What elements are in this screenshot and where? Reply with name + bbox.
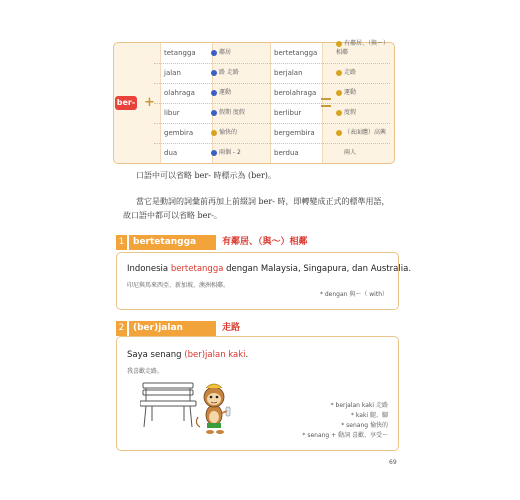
verb-icon bbox=[336, 90, 342, 96]
noun-icon bbox=[211, 50, 217, 56]
explanation-paragraph: 當它是動詞的詞彙前再加上前綴詞 ber- 時，即轉變成正式的標準用語， bbox=[136, 197, 390, 206]
adjective-icon bbox=[211, 130, 217, 136]
intro-paragraph: 口語中可以省略 ber- 時標示為 (ber)。 bbox=[136, 171, 276, 180]
vocab-list bbox=[302, 401, 388, 441]
section-number: 1 bbox=[116, 235, 129, 250]
plus-icon: + bbox=[144, 95, 155, 110]
example-sentence: Indonesia bertetangga dengan Malaysia, Singapura, dan Australia. bbox=[127, 264, 412, 274]
bench-icon bbox=[140, 383, 196, 427]
prefix-badge: ber- bbox=[115, 96, 137, 110]
verb-icon bbox=[336, 110, 342, 116]
vocab-item: * berjalan kaki 走路 bbox=[330, 402, 388, 409]
example-box-1 bbox=[116, 252, 412, 310]
explanation-paragraph-cont: 故口語中都可以省略 ber-。 bbox=[123, 211, 222, 220]
vocab-item: * senang + 動詞 喜歡、享受～ bbox=[302, 432, 388, 439]
table-row: libur 假期 度假 berlibur 度假 bbox=[164, 109, 357, 117]
section-meaning: 有鄰居、（與～）相鄰 bbox=[222, 237, 308, 247]
verb-icon bbox=[336, 130, 342, 136]
section-meaning: 走路 bbox=[222, 323, 241, 333]
noun-icon bbox=[211, 70, 217, 76]
table-row: olahraga 運動 berolahraga 運動 bbox=[164, 89, 357, 97]
table-row: tetangga 鄰居 bertetangga 有鄰居、（與～）相鄰 bbox=[164, 40, 390, 57]
example-sentence: Saya senang (ber)jalan kaki. bbox=[127, 350, 249, 360]
table-row: dua 兩個 - 2 berdua 兩人 bbox=[164, 149, 357, 157]
example-translation: 印尼與馬來西亞、新加坡、澳洲相鄰。 bbox=[127, 282, 230, 289]
affix-table bbox=[113, 42, 395, 164]
section-word: bertetangga bbox=[129, 235, 216, 250]
noun-icon bbox=[211, 90, 217, 96]
table-row: jalan 路 走路 berjalan 走路 bbox=[164, 69, 357, 77]
vocab-item: * kaki 腿、腳 bbox=[350, 412, 388, 419]
section-header-2 bbox=[116, 321, 396, 336]
section-number: 2 bbox=[116, 321, 129, 336]
page-number: 69 bbox=[389, 459, 397, 466]
section-header-1 bbox=[116, 235, 396, 250]
vocab-item: * senang 愉快的 bbox=[341, 422, 388, 429]
noun-icon bbox=[211, 110, 217, 116]
monkey-icon bbox=[196, 384, 230, 434]
vocab-note: * dengan 與～（ with） bbox=[319, 291, 388, 298]
verb-icon bbox=[336, 41, 342, 47]
verb-icon bbox=[336, 70, 342, 76]
bench-monkey-illustration bbox=[140, 377, 250, 437]
section-word: (ber)jalan bbox=[129, 321, 216, 336]
table-row: gembira 愉快的 bergembira （表面體）高興 bbox=[164, 129, 387, 137]
noun-icon bbox=[211, 150, 217, 156]
example-translation: 我喜歡走路。 bbox=[127, 368, 164, 375]
